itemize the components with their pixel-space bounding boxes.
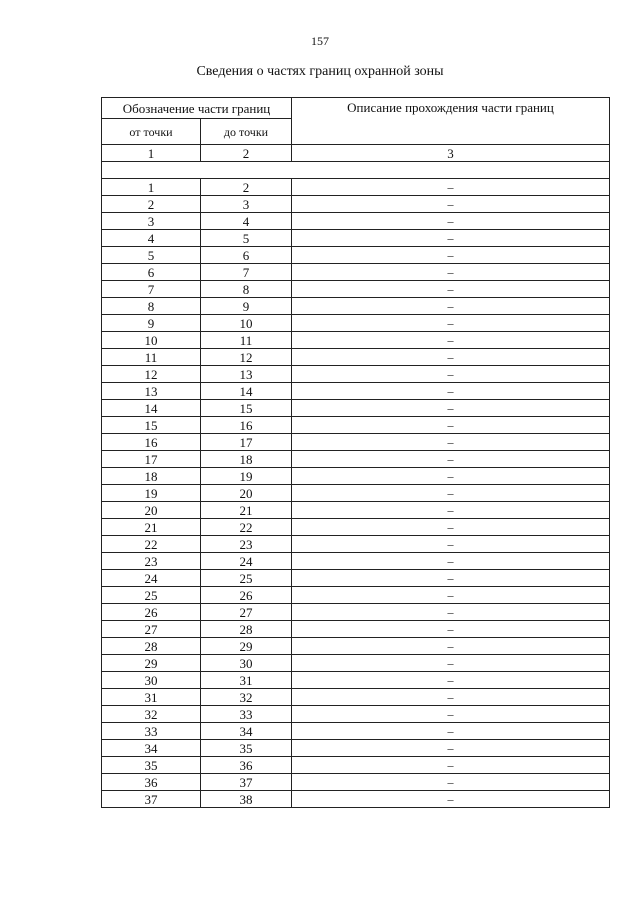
- from-point-cell: 30: [102, 672, 201, 689]
- to-point-cell: 7: [201, 264, 292, 281]
- to-point-cell: 2: [201, 179, 292, 196]
- table-row: [102, 349, 610, 366]
- description-cell: –: [292, 366, 610, 383]
- table-row: [102, 672, 610, 689]
- description-cell: –: [292, 655, 610, 672]
- from-point-cell: 28: [102, 638, 201, 655]
- table-row: [102, 638, 610, 655]
- table-row: [102, 417, 610, 434]
- description-cell: –: [292, 672, 610, 689]
- boundary-designation-header: Обозначение части границ: [102, 98, 292, 119]
- from-point-cell: 11: [102, 349, 201, 366]
- description-cell: –: [292, 587, 610, 604]
- description-cell: –: [292, 196, 610, 213]
- description-cell: –: [292, 451, 610, 468]
- from-point-cell: 17: [102, 451, 201, 468]
- to-point-cell: 20: [201, 485, 292, 502]
- to-point-cell: 16: [201, 417, 292, 434]
- boundary-parts-table: [101, 97, 610, 808]
- to-point-cell: 10: [201, 315, 292, 332]
- from-point-cell: 35: [102, 757, 201, 774]
- table-row: [102, 213, 610, 230]
- description-cell: –: [292, 791, 610, 808]
- description-cell: –: [292, 740, 610, 757]
- table-row: [102, 570, 610, 587]
- description-cell: –: [292, 621, 610, 638]
- to-point-cell: 26: [201, 587, 292, 604]
- description-cell: –: [292, 689, 610, 706]
- description-cell: –: [292, 723, 610, 740]
- column-number: 1: [102, 145, 201, 162]
- description-cell: –: [292, 179, 610, 196]
- from-point-cell: 22: [102, 536, 201, 553]
- from-point-cell: 23: [102, 553, 201, 570]
- table-row: [102, 604, 610, 621]
- table-row: [102, 230, 610, 247]
- table-row: [102, 451, 610, 468]
- table-row: [102, 468, 610, 485]
- to-point-cell: 35: [201, 740, 292, 757]
- from-point-cell: 13: [102, 383, 201, 400]
- table-row: [102, 366, 610, 383]
- from-point-cell: 2: [102, 196, 201, 213]
- table-row: [102, 723, 610, 740]
- from-point-cell: 29: [102, 655, 201, 672]
- table-row: [102, 536, 610, 553]
- to-point-cell: 23: [201, 536, 292, 553]
- description-cell: –: [292, 706, 610, 723]
- to-point-cell: 6: [201, 247, 292, 264]
- to-point-cell: 3: [201, 196, 292, 213]
- to-point-cell: 34: [201, 723, 292, 740]
- to-point-cell: 19: [201, 468, 292, 485]
- from-point-cell: 20: [102, 502, 201, 519]
- from-point-cell: 3: [102, 213, 201, 230]
- table-row: [102, 502, 610, 519]
- to-point-cell: 5: [201, 230, 292, 247]
- description-cell: –: [292, 434, 610, 451]
- to-point-cell: 12: [201, 349, 292, 366]
- description-cell: –: [292, 417, 610, 434]
- from-point-cell: 15: [102, 417, 201, 434]
- from-point-cell: 32: [102, 706, 201, 723]
- description-cell: –: [292, 332, 610, 349]
- description-cell: –: [292, 638, 610, 655]
- to-point-cell: 37: [201, 774, 292, 791]
- to-point-cell: 9: [201, 298, 292, 315]
- table-row: [102, 774, 610, 791]
- table-row: [102, 196, 610, 213]
- table-row: [102, 264, 610, 281]
- from-point-cell: 16: [102, 434, 201, 451]
- table-row: [102, 757, 610, 774]
- from-point-cell: 8: [102, 298, 201, 315]
- from-point-cell: 34: [102, 740, 201, 757]
- from-point-cell: 9: [102, 315, 201, 332]
- description-cell: –: [292, 213, 610, 230]
- from-point-cell: 24: [102, 570, 201, 587]
- from-point-cell: 31: [102, 689, 201, 706]
- description-cell: –: [292, 230, 610, 247]
- from-point-cell: 21: [102, 519, 201, 536]
- table-body: [102, 98, 610, 808]
- description-cell: –: [292, 570, 610, 587]
- table-row: [102, 706, 610, 723]
- to-point-cell: 21: [201, 502, 292, 519]
- to-point-cell: 28: [201, 621, 292, 638]
- table-row: [102, 400, 610, 417]
- column-number: 2: [201, 145, 292, 162]
- table-row: [102, 332, 610, 349]
- from-point-cell: 37: [102, 791, 201, 808]
- to-point-cell: 32: [201, 689, 292, 706]
- from-point-cell: 1: [102, 179, 201, 196]
- from-point-cell: 12: [102, 366, 201, 383]
- to-point-header: до точки: [201, 119, 292, 145]
- from-point-cell: 26: [102, 604, 201, 621]
- spacer-cell: [102, 162, 610, 179]
- from-point-cell: 5: [102, 247, 201, 264]
- from-point-cell: 7: [102, 281, 201, 298]
- from-point-header: от точки: [102, 119, 201, 145]
- table-row: [102, 434, 610, 451]
- table-row: [102, 621, 610, 638]
- from-point-cell: 25: [102, 587, 201, 604]
- to-point-cell: 36: [201, 757, 292, 774]
- to-point-cell: 14: [201, 383, 292, 400]
- to-point-cell: 25: [201, 570, 292, 587]
- column-number: 3: [292, 145, 610, 162]
- to-point-cell: 22: [201, 519, 292, 536]
- description-cell: –: [292, 247, 610, 264]
- description-cell: –: [292, 383, 610, 400]
- from-point-cell: 4: [102, 230, 201, 247]
- table-row: [102, 587, 610, 604]
- to-point-cell: 11: [201, 332, 292, 349]
- to-point-cell: 15: [201, 400, 292, 417]
- description-cell: –: [292, 281, 610, 298]
- from-point-cell: 27: [102, 621, 201, 638]
- description-cell: –: [292, 502, 610, 519]
- from-point-cell: 36: [102, 774, 201, 791]
- description-cell: –: [292, 553, 610, 570]
- to-point-cell: 27: [201, 604, 292, 621]
- description-cell: –: [292, 468, 610, 485]
- table-row: [102, 298, 610, 315]
- from-point-cell: 6: [102, 264, 201, 281]
- description-cell: –: [292, 400, 610, 417]
- table-row: [102, 179, 610, 196]
- from-point-cell: 18: [102, 468, 201, 485]
- to-point-cell: 18: [201, 451, 292, 468]
- description-cell: –: [292, 519, 610, 536]
- to-point-cell: 8: [201, 281, 292, 298]
- table-row: [102, 655, 610, 672]
- to-point-cell: 17: [201, 434, 292, 451]
- description-header: Описание прохождения части границ: [292, 98, 610, 145]
- to-point-cell: 4: [201, 213, 292, 230]
- table-row: [102, 383, 610, 400]
- to-point-cell: 13: [201, 366, 292, 383]
- table-row: [102, 519, 610, 536]
- from-point-cell: 10: [102, 332, 201, 349]
- description-cell: –: [292, 604, 610, 621]
- to-point-cell: 30: [201, 655, 292, 672]
- from-point-cell: 33: [102, 723, 201, 740]
- table-row: [102, 315, 610, 332]
- description-cell: –: [292, 264, 610, 281]
- table-row: [102, 281, 610, 298]
- from-point-cell: 14: [102, 400, 201, 417]
- column-number-row: [102, 145, 610, 162]
- header-row-1: [102, 98, 610, 119]
- table-row: [102, 689, 610, 706]
- description-cell: –: [292, 536, 610, 553]
- table-row: [102, 485, 610, 502]
- to-point-cell: 29: [201, 638, 292, 655]
- description-cell: –: [292, 349, 610, 366]
- description-cell: –: [292, 774, 610, 791]
- to-point-cell: 38: [201, 791, 292, 808]
- table-row: [102, 247, 610, 264]
- page-title: Сведения о частях границ охранной зоны: [196, 64, 444, 79]
- to-point-cell: 31: [201, 672, 292, 689]
- table-row: [102, 791, 610, 808]
- page-number: 157: [311, 34, 329, 48]
- table-row: [102, 553, 610, 570]
- description-cell: –: [292, 485, 610, 502]
- description-cell: –: [292, 315, 610, 332]
- table-row: [102, 740, 610, 757]
- to-point-cell: 24: [201, 553, 292, 570]
- description-cell: –: [292, 298, 610, 315]
- from-point-cell: 19: [102, 485, 201, 502]
- spacer-row: [102, 162, 610, 179]
- description-cell: –: [292, 757, 610, 774]
- to-point-cell: 33: [201, 706, 292, 723]
